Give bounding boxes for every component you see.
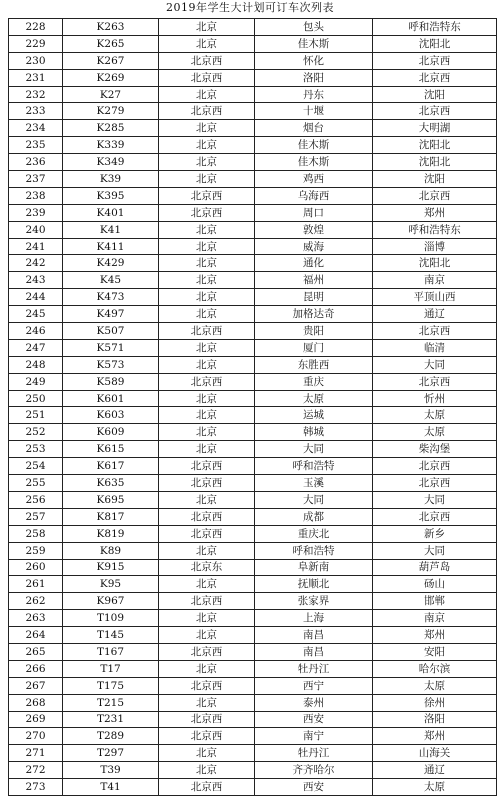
destination-station-cell: 太原 xyxy=(255,390,373,407)
table-row xyxy=(9,694,497,711)
destination-station-cell: 张家界 xyxy=(255,593,373,610)
discount-station-cell: 郑州 xyxy=(373,627,497,644)
train-number-cell: K819 xyxy=(63,525,159,542)
origin-station-cell: 北京 xyxy=(159,441,255,458)
discount-station-cell: 沈阳 xyxy=(373,86,497,103)
destination-station-cell: 大同 xyxy=(255,441,373,458)
discount-station-cell: 太原 xyxy=(373,424,497,441)
discount-station-cell: 太原 xyxy=(373,779,497,796)
table-row xyxy=(9,238,497,255)
origin-station-cell: 北京西 xyxy=(159,69,255,86)
destination-station-cell: 福州 xyxy=(255,272,373,289)
destination-station-cell: 玉溪 xyxy=(255,475,373,492)
discount-station-cell: 葫芦岛 xyxy=(373,559,497,576)
train-number-cell: T167 xyxy=(63,643,159,660)
origin-station-cell: 北京 xyxy=(159,306,255,323)
destination-station-cell: 成都 xyxy=(255,508,373,525)
discount-station-cell: 北京西 xyxy=(373,187,497,204)
destination-station-cell: 丹东 xyxy=(255,86,373,103)
row-number-cell: 248 xyxy=(9,356,63,373)
discount-station-cell: 哈尔滨 xyxy=(373,660,497,677)
row-number-cell: 229 xyxy=(9,35,63,52)
table-row xyxy=(9,711,497,728)
train-number-cell: T289 xyxy=(63,728,159,745)
discount-station-cell: 通辽 xyxy=(373,306,497,323)
origin-station-cell: 北京 xyxy=(159,424,255,441)
train-number-cell: T231 xyxy=(63,711,159,728)
train-number-cell: T297 xyxy=(63,745,159,762)
row-number-cell: 232 xyxy=(9,86,63,103)
discount-station-cell: 砀山 xyxy=(373,576,497,593)
discount-station-cell: 淄博 xyxy=(373,238,497,255)
discount-station-cell: 邯郸 xyxy=(373,593,497,610)
origin-station-cell: 北京 xyxy=(159,19,255,36)
destination-station-cell: 佳木斯 xyxy=(255,137,373,154)
discount-station-cell: 柴沟堡 xyxy=(373,441,497,458)
origin-station-cell: 北京 xyxy=(159,576,255,593)
train-number-cell: K41 xyxy=(63,221,159,238)
row-number-cell: 243 xyxy=(9,272,63,289)
train-number-cell: T215 xyxy=(63,694,159,711)
origin-station-cell: 北京西 xyxy=(159,103,255,120)
table-row xyxy=(9,762,497,779)
train-number-cell: K573 xyxy=(63,356,159,373)
discount-station-cell: 北京西 xyxy=(373,458,497,475)
table-row xyxy=(9,323,497,340)
discount-station-cell: 呼和浩特东 xyxy=(373,221,497,238)
train-number-cell: K401 xyxy=(63,204,159,221)
discount-station-cell: 临清 xyxy=(373,339,497,356)
destination-station-cell: 通化 xyxy=(255,255,373,272)
origin-station-cell: 北京西 xyxy=(159,779,255,796)
row-number-cell: 268 xyxy=(9,694,63,711)
discount-station-cell: 北京西 xyxy=(373,69,497,86)
row-number-cell: 240 xyxy=(9,221,63,238)
row-number-cell: 269 xyxy=(9,711,63,728)
destination-station-cell: 重庆北 xyxy=(255,525,373,542)
table-row xyxy=(9,204,497,221)
train-number-cell: T145 xyxy=(63,627,159,644)
train-number-cell: K27 xyxy=(63,86,159,103)
origin-station-cell: 北京西 xyxy=(159,728,255,745)
train-number-cell: T39 xyxy=(63,762,159,779)
origin-station-cell: 北京西 xyxy=(159,323,255,340)
destination-station-cell: 呼和浩特 xyxy=(255,458,373,475)
origin-station-cell: 北京 xyxy=(159,171,255,188)
table-row xyxy=(9,559,497,576)
row-number-cell: 237 xyxy=(9,171,63,188)
table-row xyxy=(9,306,497,323)
destination-station-cell: 包头 xyxy=(255,19,373,36)
discount-station-cell: 山海关 xyxy=(373,745,497,762)
discount-station-cell: 平顶山西 xyxy=(373,289,497,306)
row-number-cell: 264 xyxy=(9,627,63,644)
discount-station-cell: 沈阳北 xyxy=(373,255,497,272)
table-row xyxy=(9,373,497,390)
origin-station-cell: 北京西 xyxy=(159,52,255,69)
train-number-cell: K609 xyxy=(63,424,159,441)
page-title: 2019年学生大计划可订车次列表 xyxy=(166,1,334,14)
table-row xyxy=(9,660,497,677)
row-number-cell: 254 xyxy=(9,458,63,475)
table-row xyxy=(9,272,497,289)
origin-station-cell: 北京 xyxy=(159,86,255,103)
origin-station-cell: 北京 xyxy=(159,137,255,154)
destination-station-cell: 威海 xyxy=(255,238,373,255)
discount-station-cell: 北京西 xyxy=(373,373,497,390)
origin-station-cell: 北京 xyxy=(159,238,255,255)
row-number-cell: 252 xyxy=(9,424,63,441)
table-row xyxy=(9,356,497,373)
destination-station-cell: 牡丹江 xyxy=(255,745,373,762)
train-number-cell: K95 xyxy=(63,576,159,593)
discount-station-cell: 北京西 xyxy=(373,52,497,69)
origin-station-cell: 北京 xyxy=(159,762,255,779)
destination-station-cell: 西安 xyxy=(255,779,373,796)
origin-station-cell: 北京西 xyxy=(159,204,255,221)
discount-station-cell: 安阳 xyxy=(373,643,497,660)
train-number-cell: K279 xyxy=(63,103,159,120)
destination-station-cell: 佳木斯 xyxy=(255,35,373,52)
discount-station-cell: 北京西 xyxy=(373,475,497,492)
discount-station-cell: 太原 xyxy=(373,407,497,424)
origin-station-cell: 北京 xyxy=(159,272,255,289)
origin-station-cell: 北京 xyxy=(159,289,255,306)
origin-station-cell: 北京东 xyxy=(159,559,255,576)
table-row xyxy=(9,627,497,644)
destination-station-cell: 怀化 xyxy=(255,52,373,69)
destination-station-cell: 阜新南 xyxy=(255,559,373,576)
destination-station-cell: 上海 xyxy=(255,610,373,627)
destination-station-cell: 牡丹江 xyxy=(255,660,373,677)
discount-station-cell: 南京 xyxy=(373,610,497,627)
row-number-cell: 259 xyxy=(9,542,63,559)
table-row xyxy=(9,610,497,627)
train-number-cell: T17 xyxy=(63,660,159,677)
origin-station-cell: 北京 xyxy=(159,390,255,407)
row-number-cell: 257 xyxy=(9,508,63,525)
origin-station-cell: 北京 xyxy=(159,221,255,238)
train-number-cell: K635 xyxy=(63,475,159,492)
table-row xyxy=(9,441,497,458)
train-number-cell: K601 xyxy=(63,390,159,407)
table-row xyxy=(9,424,497,441)
table-row xyxy=(9,525,497,542)
table-row xyxy=(9,728,497,745)
row-number-cell: 249 xyxy=(9,373,63,390)
destination-station-cell: 齐齐哈尔 xyxy=(255,762,373,779)
discount-station-cell: 通辽 xyxy=(373,762,497,779)
origin-station-cell: 北京西 xyxy=(159,525,255,542)
origin-station-cell: 北京西 xyxy=(159,643,255,660)
row-number-cell: 238 xyxy=(9,187,63,204)
table-body xyxy=(9,19,497,796)
destination-station-cell: 南昌 xyxy=(255,627,373,644)
table-row xyxy=(9,154,497,171)
train-number-cell: T41 xyxy=(63,779,159,796)
row-number-cell: 261 xyxy=(9,576,63,593)
destination-station-cell: 南宁 xyxy=(255,728,373,745)
destination-station-cell: 敦煌 xyxy=(255,221,373,238)
origin-station-cell: 北京 xyxy=(159,610,255,627)
train-number-cell: K915 xyxy=(63,559,159,576)
destination-station-cell: 昆明 xyxy=(255,289,373,306)
origin-station-cell: 北京 xyxy=(159,660,255,677)
discount-station-cell: 呼和浩特东 xyxy=(373,19,497,36)
train-number-cell: K617 xyxy=(63,458,159,475)
row-number-cell: 241 xyxy=(9,238,63,255)
train-list-table xyxy=(8,18,497,796)
train-number-cell: K967 xyxy=(63,593,159,610)
origin-station-cell: 北京 xyxy=(159,255,255,272)
table-row xyxy=(9,779,497,796)
discount-station-cell: 洛阳 xyxy=(373,711,497,728)
table-row xyxy=(9,289,497,306)
destination-station-cell: 烟台 xyxy=(255,120,373,137)
discount-station-cell: 太原 xyxy=(373,677,497,694)
destination-station-cell: 鸡西 xyxy=(255,171,373,188)
destination-station-cell: 运城 xyxy=(255,407,373,424)
train-number-cell: K285 xyxy=(63,120,159,137)
table-row xyxy=(9,35,497,52)
origin-station-cell: 北京 xyxy=(159,745,255,762)
train-number-cell: K265 xyxy=(63,35,159,52)
discount-station-cell: 南京 xyxy=(373,272,497,289)
row-number-cell: 245 xyxy=(9,306,63,323)
discount-station-cell: 新乡 xyxy=(373,525,497,542)
train-number-cell: K507 xyxy=(63,323,159,340)
row-number-cell: 246 xyxy=(9,323,63,340)
table-row xyxy=(9,458,497,475)
destination-station-cell: 西宁 xyxy=(255,677,373,694)
destination-station-cell: 贵阳 xyxy=(255,323,373,340)
origin-station-cell: 北京 xyxy=(159,542,255,559)
train-number-cell: K411 xyxy=(63,238,159,255)
row-number-cell: 256 xyxy=(9,491,63,508)
train-number-cell: T109 xyxy=(63,610,159,627)
table-row xyxy=(9,86,497,103)
train-number-cell: K89 xyxy=(63,542,159,559)
table-row xyxy=(9,677,497,694)
row-number-cell: 253 xyxy=(9,441,63,458)
destination-station-cell: 重庆 xyxy=(255,373,373,390)
row-number-cell: 263 xyxy=(9,610,63,627)
table-row xyxy=(9,221,497,238)
discount-station-cell: 沈阳 xyxy=(373,171,497,188)
origin-station-cell: 北京西 xyxy=(159,677,255,694)
destination-station-cell: 西安 xyxy=(255,711,373,728)
train-number-cell: K589 xyxy=(63,373,159,390)
destination-station-cell: 泰州 xyxy=(255,694,373,711)
row-number-cell: 233 xyxy=(9,103,63,120)
destination-station-cell: 佳木斯 xyxy=(255,154,373,171)
row-number-cell: 230 xyxy=(9,52,63,69)
destination-station-cell: 抚顺北 xyxy=(255,576,373,593)
table-row xyxy=(9,339,497,356)
destination-station-cell: 大同 xyxy=(255,491,373,508)
discount-station-cell: 大明湖 xyxy=(373,120,497,137)
row-number-cell: 251 xyxy=(9,407,63,424)
row-number-cell: 266 xyxy=(9,660,63,677)
table-row xyxy=(9,508,497,525)
table-row xyxy=(9,19,497,36)
destination-station-cell: 呼和浩特 xyxy=(255,542,373,559)
origin-station-cell: 北京 xyxy=(159,120,255,137)
discount-station-cell: 沈阳北 xyxy=(373,35,497,52)
row-number-cell: 235 xyxy=(9,137,63,154)
discount-station-cell: 徐州 xyxy=(373,694,497,711)
destination-station-cell: 乌海西 xyxy=(255,187,373,204)
origin-station-cell: 北京西 xyxy=(159,373,255,390)
table-row xyxy=(9,491,497,508)
discount-station-cell: 北京西 xyxy=(373,103,497,120)
discount-station-cell: 北京西 xyxy=(373,508,497,525)
discount-station-cell: 沈阳北 xyxy=(373,137,497,154)
origin-station-cell: 北京西 xyxy=(159,593,255,610)
row-number-cell: 272 xyxy=(9,762,63,779)
destination-station-cell: 厦门 xyxy=(255,339,373,356)
table-row xyxy=(9,52,497,69)
train-number-cell: T175 xyxy=(63,677,159,694)
row-number-cell: 270 xyxy=(9,728,63,745)
table-row xyxy=(9,103,497,120)
discount-station-cell: 郑州 xyxy=(373,204,497,221)
train-number-cell: K39 xyxy=(63,171,159,188)
table-row xyxy=(9,593,497,610)
table-row xyxy=(9,255,497,272)
train-number-cell: K429 xyxy=(63,255,159,272)
train-number-cell: K263 xyxy=(63,19,159,36)
train-number-cell: K269 xyxy=(63,69,159,86)
train-number-cell: K395 xyxy=(63,187,159,204)
train-number-cell: K267 xyxy=(63,52,159,69)
origin-station-cell: 北京西 xyxy=(159,508,255,525)
row-number-cell: 271 xyxy=(9,745,63,762)
train-number-cell: K45 xyxy=(63,272,159,289)
train-number-cell: K497 xyxy=(63,306,159,323)
row-number-cell: 234 xyxy=(9,120,63,137)
table-row xyxy=(9,576,497,593)
row-number-cell: 265 xyxy=(9,643,63,660)
discount-station-cell: 沈阳北 xyxy=(373,154,497,171)
discount-station-cell: 大同 xyxy=(373,356,497,373)
row-number-cell: 247 xyxy=(9,339,63,356)
origin-station-cell: 北京 xyxy=(159,627,255,644)
row-number-cell: 258 xyxy=(9,525,63,542)
origin-station-cell: 北京西 xyxy=(159,475,255,492)
origin-station-cell: 北京西 xyxy=(159,458,255,475)
row-number-cell: 228 xyxy=(9,19,63,36)
origin-station-cell: 北京西 xyxy=(159,187,255,204)
row-number-cell: 239 xyxy=(9,204,63,221)
train-number-cell: K695 xyxy=(63,491,159,508)
row-number-cell: 260 xyxy=(9,559,63,576)
table-row xyxy=(9,643,497,660)
origin-station-cell: 北京 xyxy=(159,407,255,424)
table-row xyxy=(9,69,497,86)
origin-station-cell: 北京 xyxy=(159,694,255,711)
discount-station-cell: 大同 xyxy=(373,542,497,559)
train-number-cell: K571 xyxy=(63,339,159,356)
row-number-cell: 267 xyxy=(9,677,63,694)
row-number-cell: 255 xyxy=(9,475,63,492)
row-number-cell: 231 xyxy=(9,69,63,86)
table-row xyxy=(9,542,497,559)
table-row xyxy=(9,407,497,424)
row-number-cell: 244 xyxy=(9,289,63,306)
discount-station-cell: 忻州 xyxy=(373,390,497,407)
discount-station-cell: 郑州 xyxy=(373,728,497,745)
origin-station-cell: 北京西 xyxy=(159,711,255,728)
table-row xyxy=(9,187,497,204)
destination-station-cell: 周口 xyxy=(255,204,373,221)
origin-station-cell: 北京 xyxy=(159,491,255,508)
row-number-cell: 262 xyxy=(9,593,63,610)
table-row xyxy=(9,475,497,492)
table-row xyxy=(9,745,497,762)
train-number-cell: K339 xyxy=(63,137,159,154)
table-row xyxy=(9,171,497,188)
destination-station-cell: 加格达奇 xyxy=(255,306,373,323)
row-number-cell: 250 xyxy=(9,390,63,407)
destination-station-cell: 韩城 xyxy=(255,424,373,441)
destination-station-cell: 东胜西 xyxy=(255,356,373,373)
row-number-cell: 242 xyxy=(9,255,63,272)
table-row xyxy=(9,137,497,154)
discount-station-cell: 大同 xyxy=(373,491,497,508)
origin-station-cell: 北京 xyxy=(159,154,255,171)
discount-station-cell: 北京西 xyxy=(373,323,497,340)
table-row xyxy=(9,120,497,137)
row-number-cell: 236 xyxy=(9,154,63,171)
destination-station-cell: 南昌 xyxy=(255,643,373,660)
destination-station-cell: 十堰 xyxy=(255,103,373,120)
table-row xyxy=(9,390,497,407)
train-number-cell: K817 xyxy=(63,508,159,525)
row-number-cell: 273 xyxy=(9,779,63,796)
train-number-cell: K349 xyxy=(63,154,159,171)
destination-station-cell: 洛阳 xyxy=(255,69,373,86)
train-number-cell: K603 xyxy=(63,407,159,424)
origin-station-cell: 北京 xyxy=(159,35,255,52)
train-number-cell: K473 xyxy=(63,289,159,306)
train-number-cell: K615 xyxy=(63,441,159,458)
origin-station-cell: 北京 xyxy=(159,339,255,356)
origin-station-cell: 北京 xyxy=(159,356,255,373)
